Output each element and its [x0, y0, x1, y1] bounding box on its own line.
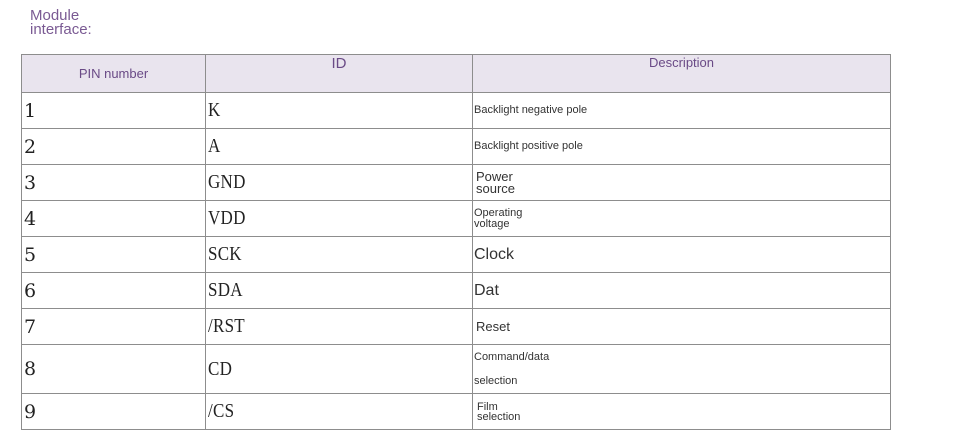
- pin-cell: 4: [22, 201, 206, 237]
- pin-cell: 6: [22, 273, 206, 309]
- id-cell: [206, 237, 473, 273]
- table-row: [22, 394, 891, 430]
- description-cell: Clock: [473, 237, 891, 273]
- id-text: /RST: [208, 315, 245, 337]
- description-text: Operating voltage: [474, 206, 523, 230]
- id-text: VDD: [208, 207, 246, 229]
- pin-cell: 2: [22, 129, 206, 165]
- table-row: [22, 309, 891, 345]
- description-text: Command/data selection: [474, 351, 550, 387]
- description-cell: Backlight positive pole: [473, 129, 891, 165]
- header-id: ID: [206, 55, 473, 93]
- description-text: Reset: [476, 318, 510, 334]
- id-text: GND: [208, 171, 246, 193]
- pin-cell: 5: [22, 237, 206, 273]
- description-text: Film selection: [477, 400, 521, 423]
- id-cell: [206, 345, 473, 394]
- description-text: Power source: [476, 168, 516, 196]
- description-cell: [473, 345, 891, 394]
- description-cell: [473, 394, 891, 430]
- description-cell: [473, 309, 891, 345]
- table-row: [22, 165, 891, 201]
- header-description: Description: [473, 55, 891, 93]
- pin-table: [21, 54, 891, 430]
- id-text: SDA: [208, 279, 243, 301]
- pin-cell: 7: [22, 309, 206, 345]
- module-interface-heading: [30, 9, 92, 37]
- description-cell: [473, 201, 891, 237]
- id-text: SCK: [208, 243, 242, 265]
- id-cell: [206, 309, 473, 345]
- pin-cell: 1: [22, 93, 206, 129]
- id-text: A: [208, 135, 221, 157]
- heading-line-2: interface:: [30, 21, 92, 38]
- header-pin-number: PIN number: [22, 55, 206, 93]
- table-row: [22, 93, 891, 129]
- id-text: /CS: [208, 400, 235, 422]
- id-cell: [206, 93, 473, 129]
- id-cell: [206, 394, 473, 430]
- id-text: K: [208, 99, 221, 121]
- id-cell: [206, 273, 473, 309]
- description-cell: Dat: [473, 273, 891, 309]
- id-cell: [206, 165, 473, 201]
- id-cell: [206, 129, 473, 165]
- heading-line-1: Module: [30, 7, 80, 24]
- table-row: [22, 201, 891, 237]
- id-text: CD: [208, 357, 233, 380]
- pin-cell: 8: [22, 345, 206, 394]
- description-cell: Backlight negative pole: [473, 93, 891, 129]
- description-cell: [473, 165, 891, 201]
- table-row: [22, 345, 891, 394]
- pin-cell: 9: [22, 394, 206, 430]
- table-row: [22, 129, 891, 165]
- pin-table-header-row: [22, 55, 891, 93]
- id-cell: [206, 201, 473, 237]
- pin-cell: 3: [22, 165, 206, 201]
- table-row: [22, 237, 891, 273]
- table-row: [22, 273, 891, 309]
